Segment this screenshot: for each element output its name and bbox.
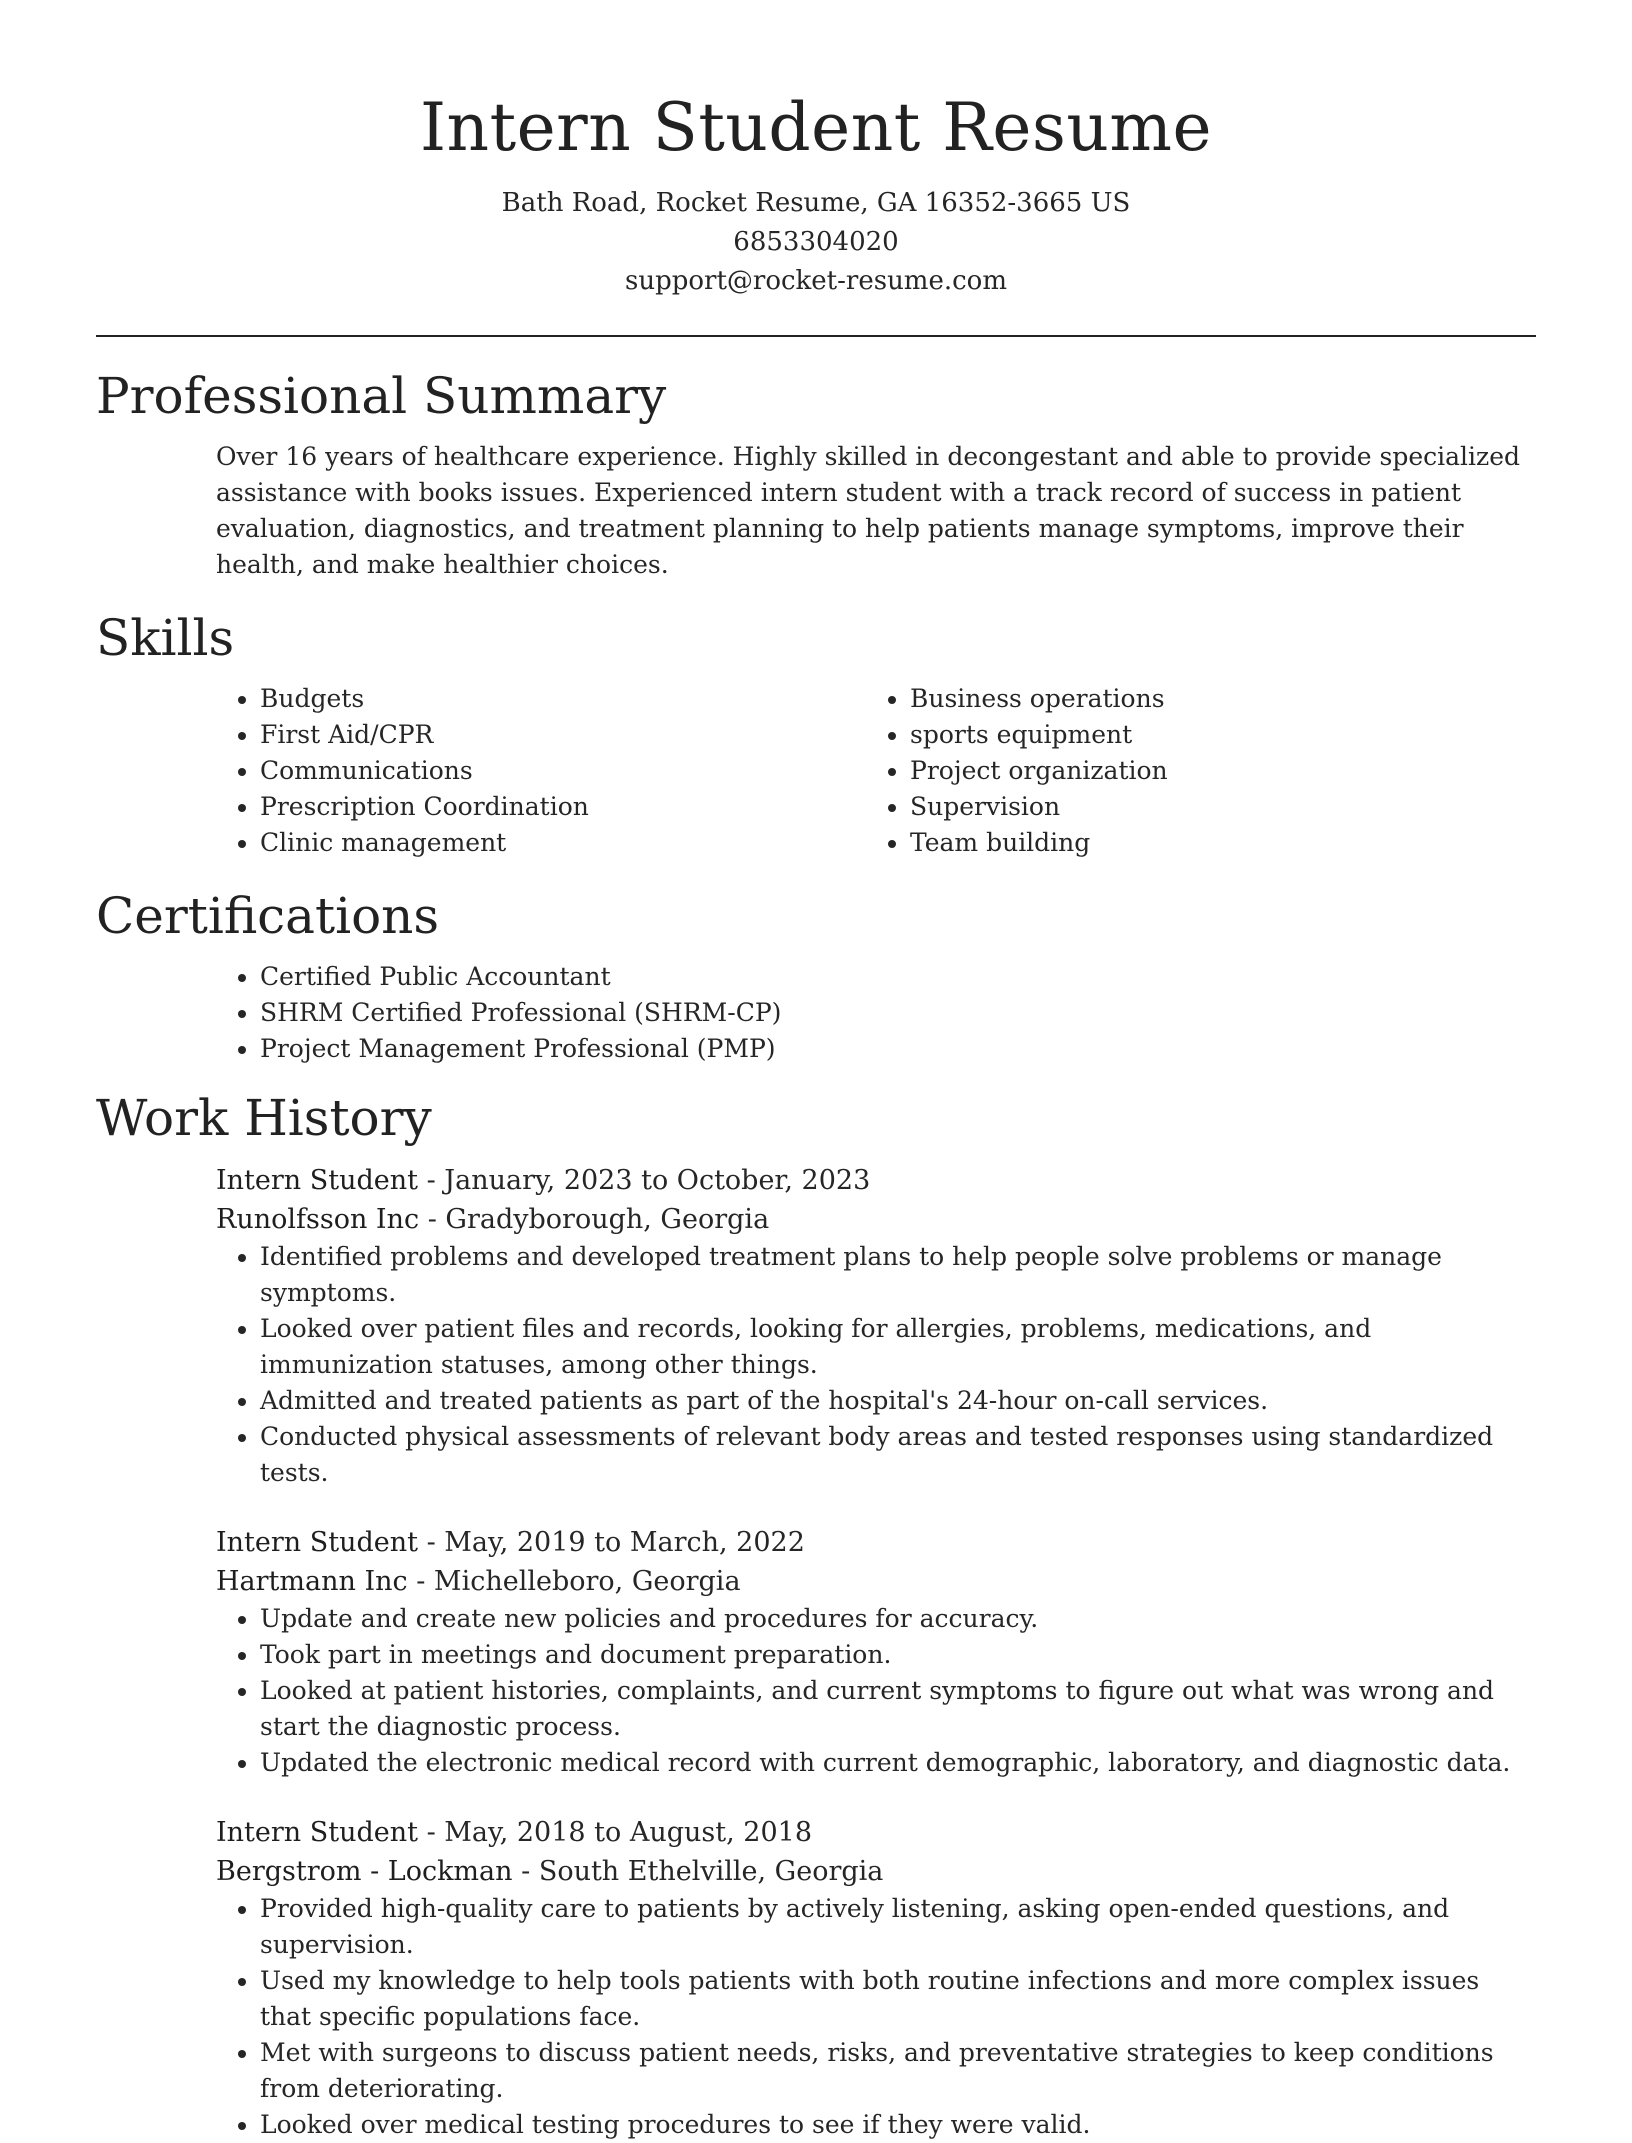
address: Bath Road, Rocket Resume, GA 16352-3665 US — [501, 188, 1131, 218]
work-history-heading: Work History — [96, 1089, 432, 1147]
job-bullet: • Met with surgeons to discuss patient needs, risks, and preventative strategies to keep conditions from deteriorating. — [260, 2035, 1536, 2107]
resume-page — [96, 0, 1536, 2143]
skills-list-left — [216, 681, 866, 861]
email: support@rocket-resume.com — [624, 266, 1007, 296]
skills-list-right — [866, 681, 1516, 861]
skill-item: • Supervision — [910, 789, 1516, 825]
skill-item: • Communications — [260, 753, 866, 789]
job-bullet: • Looked over medical testing procedures to see if they were valid. — [260, 2107, 1536, 2143]
certification-item: • Certified Public Accountant — [260, 959, 1536, 995]
job-bullet: • Took part in meetings and document preparation. — [260, 1637, 1536, 1673]
resume-title: Intern Student Resume — [419, 89, 1213, 166]
job-role: Intern Student — [216, 1165, 418, 1196]
job-bullet: • Looked over patient files and records, looking for allergies, problems, medications, and immunization statuses, among other things. — [260, 1311, 1536, 1383]
job-company: Runolfsson Inc — [216, 1204, 420, 1235]
job-bullets — [216, 1601, 1536, 1781]
job-dates: - May, 2018 to August, 2018 — [418, 1817, 812, 1848]
skill-item: • Project organization — [910, 753, 1516, 789]
job-bullets — [216, 1239, 1536, 1491]
job-bullet: • Used my knowledge to help tools patients with both routine infections and more complex issues that specific populations face. — [260, 1963, 1536, 2035]
job-location: - Michelleboro, Georgia — [407, 1566, 741, 1597]
header-divider — [96, 335, 1536, 337]
job-location: - Gradyborough, Georgia — [419, 1204, 770, 1235]
job-entry — [216, 1523, 1536, 1781]
job-title-line — [216, 1523, 1536, 1562]
job-company-line — [216, 1852, 1536, 1891]
skill-item: • Team building — [910, 825, 1516, 861]
job-dates: - May, 2019 to March, 2022 — [418, 1527, 805, 1558]
job-bullet: • Update and create new policies and procedures for accuracy. — [260, 1601, 1536, 1637]
certification-item: • SHRM Certified Professional (SHRM-CP) — [260, 995, 1536, 1031]
skill-item: • Prescription Coordination — [260, 789, 866, 825]
skills-section — [96, 607, 1536, 861]
job-role: Intern Student — [216, 1527, 418, 1558]
job-dates: - January, 2023 to October, 2023 — [418, 1165, 871, 1196]
resume-header — [96, 0, 1536, 301]
job-entry — [216, 1813, 1536, 2143]
skill-item: • Budgets — [260, 681, 866, 717]
summary-heading: Professional Summary — [96, 367, 667, 425]
job-bullet: • Updated the electronic medical record with current demographic, laboratory, and diagnostic data. — [260, 1745, 1536, 1781]
skills-column-left — [216, 681, 866, 861]
job-location: - South Ethelville, Georgia — [512, 1856, 884, 1887]
job-company-line — [216, 1562, 1536, 1601]
skills-grid — [216, 681, 1536, 861]
jobs-list — [216, 1161, 1536, 2143]
job-company: Bergstrom - Lockman — [216, 1856, 513, 1887]
certifications-section — [96, 885, 1536, 1067]
skills-heading: Skills — [96, 609, 235, 667]
phone: 6853304020 — [733, 227, 899, 257]
job-bullet: • Admitted and treated patients as part of the hospital's 24-hour on-call services. — [260, 1383, 1536, 1419]
job-bullet: • Identified problems and developed treatment plans to help people solve problems or manage symptoms. — [260, 1239, 1536, 1311]
skill-item: • Clinic management — [260, 825, 866, 861]
job-company-line — [216, 1200, 1536, 1239]
skills-column-right — [866, 681, 1516, 861]
work-history-section — [96, 1087, 1536, 2143]
job-bullet: • Looked at patient histories, complaints, and current symptoms to figure out what was wrong and start the diagnostic process. — [260, 1673, 1536, 1745]
job-company: Hartmann Inc — [216, 1566, 408, 1597]
certifications-list — [216, 959, 1536, 1067]
skill-item: • sports equipment — [910, 717, 1516, 753]
certifications-body — [216, 959, 1536, 1067]
job-title-line — [216, 1161, 1536, 1200]
summary-text: Over 16 years of healthcare experience. Highly skilled in decongestant and able to provide specialized assistance with books issues. Experienced intern student with a track record of success in patient evaluation, diagnostics, and treatment planning to help patients manage symptoms, improve their health, and make healthier choices. — [216, 442, 1520, 579]
job-entry — [216, 1161, 1536, 1491]
summary-body — [216, 439, 1536, 583]
summary-section — [96, 365, 1536, 583]
job-bullet: • Provided high-quality care to patients by actively listening, asking open-ended questions, and supervision. — [260, 1891, 1536, 1963]
job-role: Intern Student — [216, 1817, 418, 1848]
job-bullets — [216, 1891, 1536, 2143]
certifications-heading: Certifications — [96, 887, 440, 945]
job-title-line — [216, 1813, 1536, 1852]
skill-item: • Business operations — [910, 681, 1516, 717]
job-bullet: • Conducted physical assessments of relevant body areas and tested responses using standardized tests. — [260, 1419, 1536, 1491]
skill-item: • First Aid/CPR — [260, 717, 866, 753]
certification-item: • Project Management Professional (PMP) — [260, 1031, 1536, 1067]
